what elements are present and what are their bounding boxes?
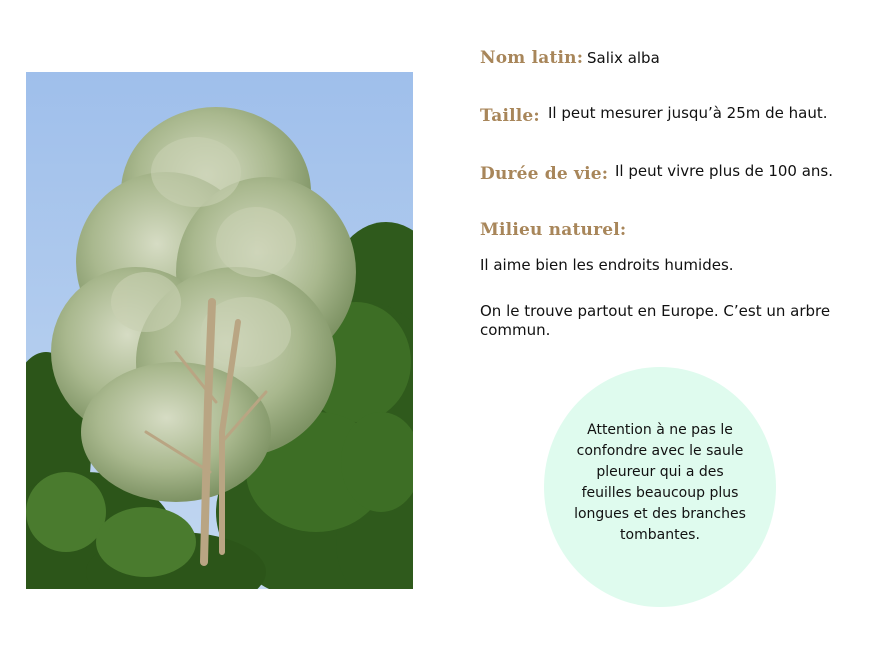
warning-note-text: Attention à ne pas le confondre avec le saule pleureur qui a des feuilles beaucoup plus longues et des branches tombantes. <box>574 422 746 543</box>
lifespan-label: Durée de vie: <box>480 164 609 184</box>
willow-tree-photo <box>26 72 413 589</box>
habitat-label: Milieu naturel: <box>480 220 627 240</box>
size-label: Taille: <box>480 106 540 126</box>
lifespan-value: Il peut vivre plus de 100 ans. <box>615 162 833 180</box>
warning-bubble <box>544 367 776 607</box>
latin-name-value: Salix alba <box>587 49 660 67</box>
size-value: Il peut mesurer jusqu’à 25m de haut. <box>548 104 828 122</box>
tree-illustration <box>26 72 413 589</box>
habitat-paragraph-1: Il aime bien les endroits humides. <box>480 256 734 274</box>
latin-name-label: Nom latin: <box>480 48 584 68</box>
habitat-paragraph-2: On le trouve partout en Europe. C’est un arbre commun. <box>480 302 831 339</box>
